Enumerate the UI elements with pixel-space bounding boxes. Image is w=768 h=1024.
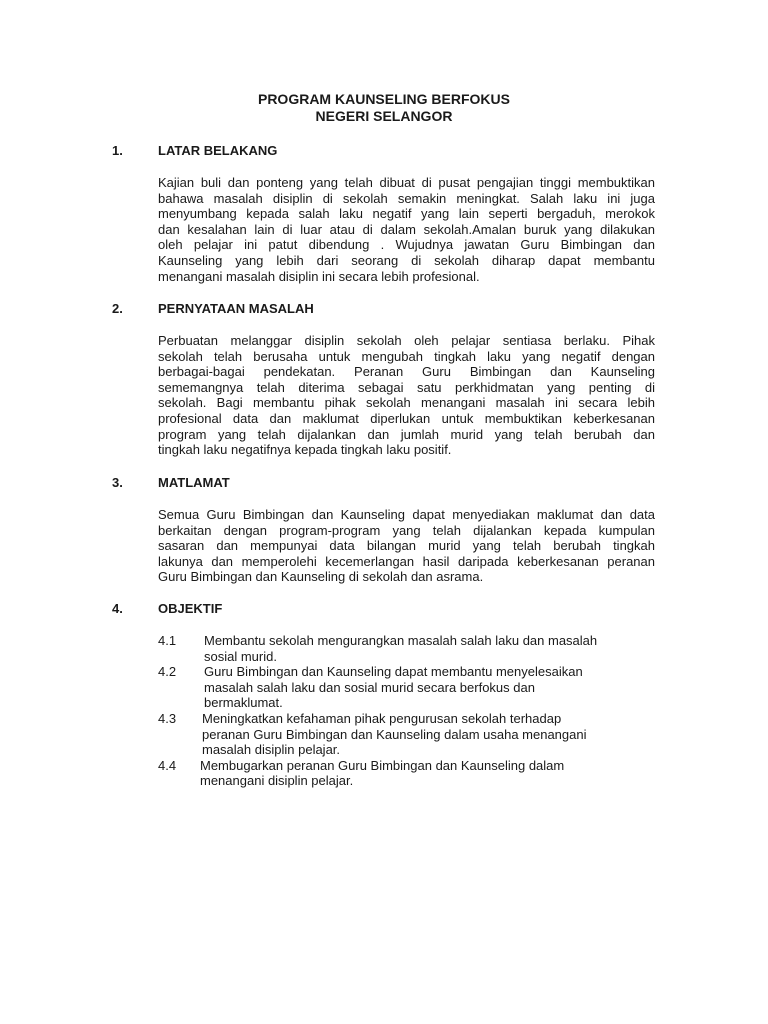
paragraph-line: sekolah telah berusaha untuk mengubah tingkah laku yang negatif dengan — [158, 348, 655, 364]
section-title: LATAR BELAKANG — [158, 143, 278, 158]
section-paragraph-3 — [158, 507, 655, 585]
paragraph-line: menangani masalah disiplin ini secara lebih profesional. — [158, 268, 480, 284]
section-title: OBJEKTIF — [158, 601, 223, 616]
paragraph-line: Perbuatan melanggar disiplin sekolah oleh pelajar sentiasa berlaku. Pihak — [158, 333, 655, 348]
objective-line: masalah salah laku dan sosial murid secara berfokus dan — [204, 679, 535, 695]
paragraph-line: sememangnya telah diterima sebagai satu perkhidmatan yang penting di — [158, 379, 655, 395]
section-heading-1 — [112, 143, 277, 159]
section-heading-4 — [112, 601, 222, 617]
paragraph-line: oleh pelajar ini patut dibendung . Wujudnya jawatan Guru Bimbingan dan — [158, 237, 655, 253]
paragraph-line: dan kesalahan lain di luar atau di dalam sekolah.Amalan buruk yang dilakukan — [158, 221, 655, 237]
section-number: 4. — [112, 601, 123, 616]
objective-item — [158, 758, 658, 789]
paragraph-line: program yang telah dijalankan dan jumlah murid yang telah berubah dan — [158, 426, 655, 442]
objective-list — [158, 633, 658, 789]
paragraph-line: menyumbang kepada salah laku negatif yang lain seperti bergaduh, merokok — [158, 206, 655, 222]
objective-line: sosial murid. — [204, 648, 277, 664]
objective-number: 4.2 — [158, 664, 177, 680]
paragraph-line: Kaunseling yang lebih dari seorang di sekolah diharap dapat membantu — [158, 252, 655, 268]
section-number: 1. — [112, 143, 123, 158]
section-number: 3. — [112, 475, 123, 490]
objective-number: 4.1 — [158, 633, 177, 648]
document-title — [0, 91, 768, 125]
objective-line: bermaklumat. — [204, 695, 283, 711]
paragraph-line: lakunya dan memperolehi kecemerlangan hasil daripada keberkesanan peranan — [158, 553, 655, 569]
paragraph-line: profesional data dan maklumat diperlukan untuk membuktikan keberkesanan — [158, 410, 655, 426]
objective-line: Membugarkan peranan Guru Bimbingan dan Kaunseling dalam — [200, 757, 565, 773]
objective-line: peranan Guru Bimbingan dan Kaunseling dalam usaha menangani — [202, 726, 587, 742]
section-title: MATLAMAT — [158, 475, 230, 490]
paragraph-line: tingkah laku negatifnya kepada tingkah laku positif. — [158, 442, 452, 458]
objective-number: 4.4 — [158, 757, 177, 773]
section-title: PERNYATAAN MASALAH — [158, 301, 314, 316]
paragraph-line: bahawa masalah disiplin di sekolah semakin meningkat. Salah laku ini juga — [158, 190, 655, 206]
paragraph-line: Semua Guru Bimbingan dan Kaunseling dapat menyediakan maklumat dan data — [158, 507, 655, 522]
objective-line: Guru Bimbingan dan Kaunseling dapat membantu menyelesaikan — [204, 664, 583, 680]
section-paragraph-2 — [158, 333, 655, 458]
objective-line: Membantu sekolah mengurangkan masalah salah laku dan masalah — [204, 633, 598, 648]
title-line-2: NEGERI SELANGOR — [315, 108, 453, 124]
paragraph-line: Kajian buli dan ponteng yang telah dibuat di pusat pengajian tinggi membuktikan — [158, 175, 655, 190]
section-heading-2 — [112, 301, 314, 317]
objective-number: 4.3 — [158, 710, 177, 726]
section-number: 2. — [112, 301, 123, 316]
objective-line: masalah disiplin pelajar. — [202, 742, 341, 758]
objective-item — [158, 633, 658, 664]
paragraph-line: Guru Bimbingan dan Kaunseling di sekolah dan asrama. — [158, 569, 484, 585]
section-paragraph-1 — [158, 175, 655, 284]
paragraph-line: sekolah. Bagi membantu pihak sekolah menangani masalah ini secara lebih — [158, 395, 655, 411]
paragraph-line: berbagai-bagai pendekatan. Peranan Guru Bimbingan dan Kaunseling — [158, 364, 655, 380]
section-heading-3 — [112, 475, 230, 491]
objective-item — [158, 664, 658, 711]
objective-line: Meningkatkan kefahaman pihak pengurusan sekolah terhadap — [202, 710, 562, 726]
paragraph-line: berkaitan dengan program-program yang telah dijalankan kepada kumpulan — [158, 522, 655, 538]
title-line-1: PROGRAM KAUNSELING BERFOKUS — [257, 91, 510, 107]
objective-item — [158, 711, 658, 758]
objective-line: menangani disiplin pelajar. — [200, 773, 354, 789]
paragraph-line: sasaran dan mempunyai data bilangan murid yang telah berubah tingkah — [158, 538, 655, 554]
